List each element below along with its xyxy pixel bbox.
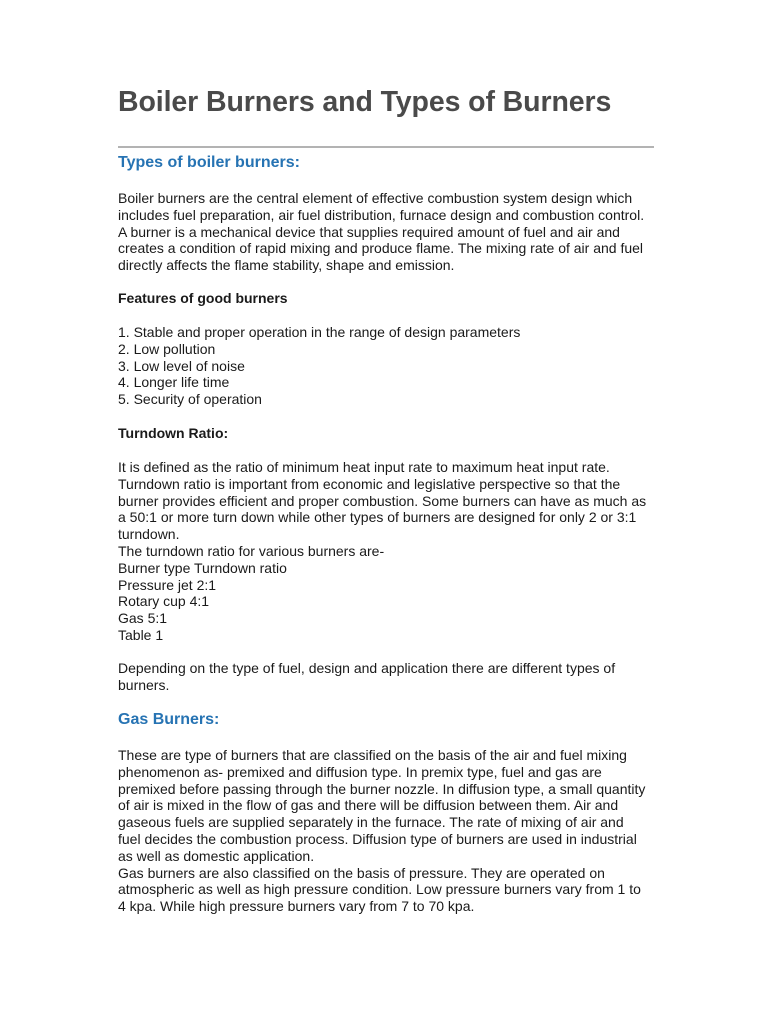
section-heading-types: Types of boiler burners: — [118, 154, 300, 171]
text-line: of air is mixed in the flow of gas and there will be diffusion between them. Air and — [118, 797, 619, 814]
list-item: 1. Stable and proper operation in the range of design parameters — [118, 324, 521, 340]
closing-paragraph — [118, 660, 658, 694]
text-line: Depending on the type of fuel, design and application there are different types of — [118, 660, 616, 676]
list-item: 2. Low pollution — [118, 340, 216, 357]
table-row-line: Pressure jet 2:1 — [118, 576, 217, 593]
text-line: 4 kpa. While high pressure burners vary from 7 to 70 kpa. — [118, 898, 475, 915]
list-item: 4. Longer life time — [118, 374, 230, 391]
text-line: Gas burners are also classified on the basis of pressure. They are operated on — [118, 864, 605, 881]
turndown-paragraph — [118, 459, 658, 644]
text-line: directly affects the flame stability, shape and emission. — [118, 257, 455, 274]
text-line: burner provides efficient and proper combustion. Some burners can have as much as — [118, 492, 647, 509]
text-line: atmospheric as well as high pressure condition. Low pressure burners vary from 1 to — [118, 881, 641, 898]
text-line: premixed before passing through the burner nozzle. In diffusion type, a small quantity — [118, 780, 646, 797]
table-caption-line: Table 1 — [118, 626, 164, 643]
features-heading: Features of good burners — [118, 290, 288, 306]
gas-burners-paragraph — [118, 747, 658, 915]
text-line: burners. — [118, 676, 170, 693]
text-line: creates a condition of rapid mixing and produce flame. The mixing rate of air and fuel — [118, 240, 644, 257]
text-line: It is defined as the ratio of minimum heat input rate to maximum heat input rate. — [118, 459, 610, 475]
text-line: Boiler burners are the central element of effective combustion system design which — [118, 190, 633, 206]
text-line: A burner is a mechanical device that supplies required amount of fuel and air and — [118, 223, 620, 240]
table-row-line: Gas 5:1 — [118, 610, 168, 627]
text-line: a 50:1 or more turn down while other types of burners are designed for only 2 or 3:1 — [118, 509, 637, 526]
text-line: includes fuel preparation, air fuel distribution, furnace design and combustion control. — [118, 206, 645, 223]
text-line: turndown. — [118, 526, 180, 543]
features-list — [118, 324, 658, 408]
text-line: These are type of burners that are classified on the basis of the air and fuel mixing — [118, 747, 627, 763]
text-line: gaseous fuels are supplied separately in the furnace. The rate of mixing of air and — [118, 814, 624, 831]
title-divider — [118, 146, 654, 148]
text-line: fuel decides the combustion process. Diffusion type of burners are used in industrial — [118, 830, 637, 847]
table-header-line: Burner type Turndown ratio — [118, 559, 287, 576]
section-heading-gas-burners: Gas Burners: — [118, 711, 220, 728]
list-item: 3. Low level of noise — [118, 357, 245, 374]
list-item: 5. Security of operation — [118, 391, 262, 408]
text-line: phenomenon as- premixed and diffusion type. In premix type, fuel and gas are — [118, 763, 602, 780]
text-line: The turndown ratio for various burners are- — [118, 542, 385, 559]
text-line: Turndown ratio is important from economic and legislative perspective so that the — [118, 475, 621, 492]
page-title: Boiler Burners and Types of Burners — [118, 86, 612, 118]
intro-paragraph — [118, 190, 658, 274]
turndown-heading: Turndown Ratio: — [118, 425, 229, 441]
table-row-line: Rotary cup 4:1 — [118, 593, 210, 610]
text-line: as well as domestic application. — [118, 847, 315, 864]
